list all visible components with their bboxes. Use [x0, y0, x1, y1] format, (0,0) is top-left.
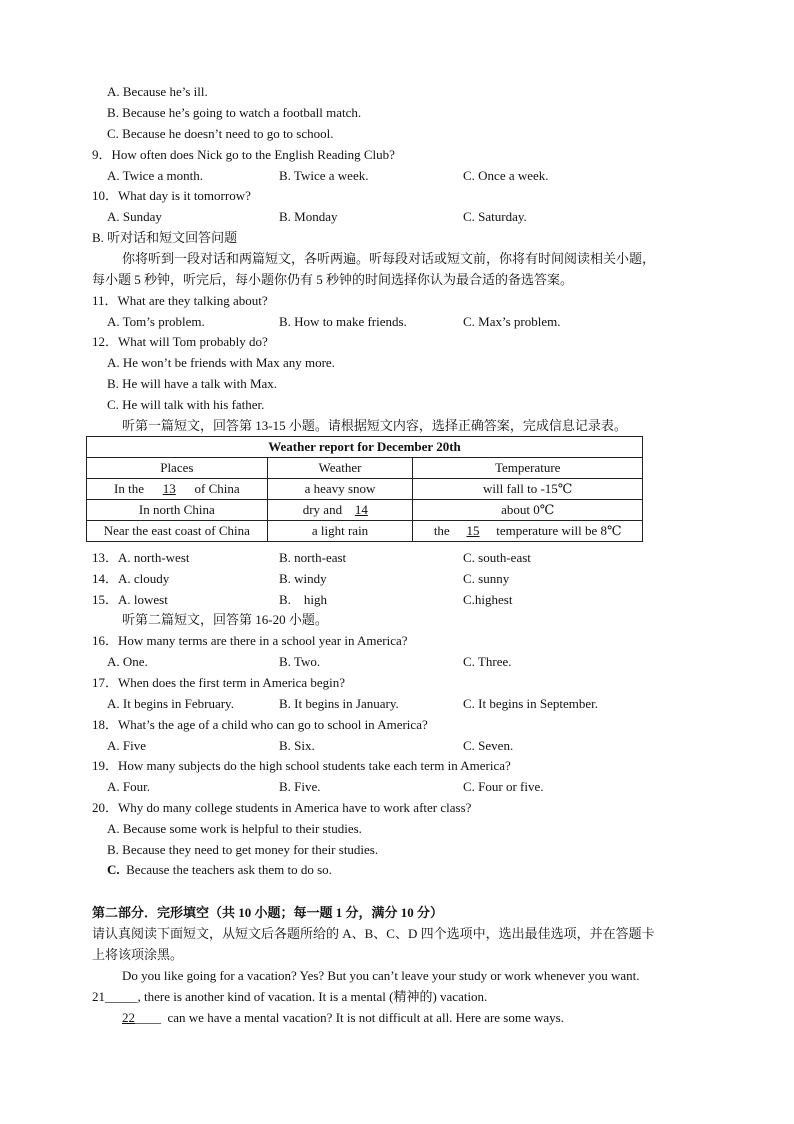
weather-report-table	[86, 436, 643, 542]
q10-stem: 10．What day is it tomorrow?	[92, 188, 251, 203]
header-temperature: Temperature	[413, 458, 643, 479]
row1-place-post: of China	[191, 481, 240, 496]
blank-15: 15	[466, 523, 480, 538]
row2-weather-pre: dry and	[302, 502, 346, 517]
q17-option-a: A. It begins in February.	[107, 696, 234, 711]
header-places: Places	[87, 458, 268, 479]
q18-option-a: A. Five	[107, 738, 146, 753]
q10-option-b: B. Monday	[279, 209, 338, 224]
q17-stem: 17．When does the first term in America begin?	[92, 675, 346, 690]
q12-option-b: B. He will have a talk with Max.	[107, 376, 278, 391]
blank-21: _____	[105, 989, 138, 1004]
q15-stem: 15．A. lowest	[92, 592, 168, 607]
passage-paragraph-3	[122, 1010, 564, 1026]
q8-option-b: B. Because he’s going to watch a football match.	[107, 105, 362, 120]
q20-option-c	[107, 862, 332, 878]
row1-weather: a heavy snow	[267, 479, 413, 500]
q13-option-b: B. north-east	[279, 550, 347, 565]
row2-temperature: about 0℃	[413, 500, 643, 521]
q18-stem: 18．What’s the age of a child who can go to school in America?	[92, 717, 428, 732]
q10-option-a: A. Sunday	[107, 209, 162, 224]
weather-table-title: Weather report for December 20th	[87, 437, 643, 458]
blank-14: 14	[354, 502, 368, 517]
q13-option-c: C. south-east	[463, 550, 531, 565]
table-row	[87, 479, 643, 500]
part-2-instruction-2: 上将该项涂黑。	[92, 947, 184, 962]
q14-stem: 14．A. cloudy	[92, 571, 170, 586]
header-weather: Weather	[267, 458, 413, 479]
q20-option-c-letter: C.	[107, 862, 120, 877]
q11-option-b: B. How to make friends.	[279, 314, 407, 329]
q16-option-c: C. Three.	[463, 654, 512, 669]
blank-21-number: 21	[92, 989, 105, 1004]
row1-temperature: will fall to -15℃	[413, 479, 643, 500]
row1-place	[87, 479, 268, 500]
passage-paragraph-2-text: , there is another kind of vacation. It is a mental (精神的) vacation.	[137, 989, 488, 1004]
q16-stem: 16．How many terms are there in a school year in America?	[92, 633, 408, 648]
q15-option-b: B. high	[279, 592, 328, 607]
q8-option-c: C. Because he doesn’t need to go to school.	[107, 126, 334, 141]
q17-option-c: C. It begins in September.	[463, 696, 599, 711]
q9-stem: 9．How often does Nick go to the English Reading Club?	[92, 147, 395, 162]
passage-2-instruction: 听第二篇短文，回答第 16-20 小题。	[122, 612, 328, 627]
row3-temperature	[413, 521, 643, 542]
section-b-title: B. 听对话和短文回答问题	[92, 230, 238, 245]
q9-option-a: A. Twice a month.	[107, 168, 203, 183]
q12-option-c: C. He will talk with his father.	[107, 397, 265, 412]
section-b-instruction-2: 每小题 5 秒钟，听完后，每小题你仍有 5 秒钟的时间选择你认为最合适的备选答案。	[92, 272, 574, 287]
q18-option-c: C. Seven.	[463, 738, 514, 753]
q17-option-b: B. It begins in January.	[279, 696, 399, 711]
q19-stem: 19．How many subjects do the high school students take each term in America?	[92, 758, 511, 773]
q18-option-b: B. Six.	[279, 738, 315, 753]
row3-weather: a light rain	[267, 521, 413, 542]
q15-option-c: C.highest	[463, 592, 513, 607]
row2-weather	[267, 500, 413, 521]
q8-option-a: A. Because he’s ill.	[107, 84, 208, 99]
q12-option-a: A. He won’t be friends with Max any more.	[107, 355, 335, 370]
blank-22: ____	[135, 1010, 161, 1025]
blank-13: 13	[162, 481, 176, 496]
q16-option-b: B. Two.	[279, 654, 321, 669]
q13-stem: 13．A. north-west	[92, 550, 190, 565]
q16-option-a: A. One.	[107, 654, 148, 669]
q20-option-c-text: Because the teachers ask them to do so.	[119, 862, 332, 877]
row3-place: Near the east coast of China	[87, 521, 268, 542]
q11-stem: 11．What are they talking about?	[92, 293, 268, 308]
q20-option-a: A. Because some work is helpful to their studies.	[107, 821, 362, 836]
q19-option-c: C. Four or five.	[463, 779, 544, 794]
q20-option-b: B. Because they need to get money for their studies.	[107, 842, 379, 857]
passage-paragraph-3-text: can we have a mental vacation? It is not difficult at all. Here are some ways.	[161, 1010, 564, 1025]
part-2-title: 第二部分．完形填空（共 10 小题；每一题 1 分，满分 10 分）	[92, 905, 444, 920]
q11-option-c: C. Max’s problem.	[463, 314, 561, 329]
q9-option-c: C. Once a week.	[463, 168, 549, 183]
passage-1-instruction: 听第一篇短文，回答第 13-15 小题。请根据短文内容，选择正确答案，完成信息记录表。	[122, 418, 627, 433]
q9-option-b: B. Twice a week.	[279, 168, 369, 183]
q10-option-c: C. Saturday.	[463, 209, 527, 224]
passage-paragraph-1: Do you like going for a vacation? Yes? But you can’t leave your study or work whenever you want.	[122, 968, 640, 983]
q14-option-c: C. sunny	[463, 571, 510, 586]
q20-stem: 20．Why do many college students in America have to work after class?	[92, 800, 472, 815]
table-row	[87, 500, 643, 521]
part-2-instruction-1: 请认真阅读下面短文，从短文后各题所给的 A、B、C、D 四个选项中，选出最佳选项，并在答题卡	[92, 926, 655, 941]
q12-stem: 12．What will Tom probably do?	[92, 334, 268, 349]
q19-option-a: A. Four.	[107, 779, 150, 794]
row1-place-pre: In the	[114, 481, 148, 496]
row3-temp-pre: the	[433, 523, 453, 538]
table-row	[87, 521, 643, 542]
q14-option-b: B. windy	[279, 571, 327, 586]
blank-22-number: 22	[122, 1010, 135, 1025]
q19-option-b: B. Five.	[279, 779, 321, 794]
row2-place: In north China	[87, 500, 268, 521]
row3-temp-post: temperature will be 8℃	[492, 523, 622, 538]
q11-option-a: A. Tom’s problem.	[107, 314, 205, 329]
section-b-instruction-1: 你将听到一段对话和两篇短文，各听两遍。听每段对话或短文前，你将有时间阅读相关小题，	[122, 251, 656, 266]
passage-paragraph-2	[92, 989, 487, 1005]
